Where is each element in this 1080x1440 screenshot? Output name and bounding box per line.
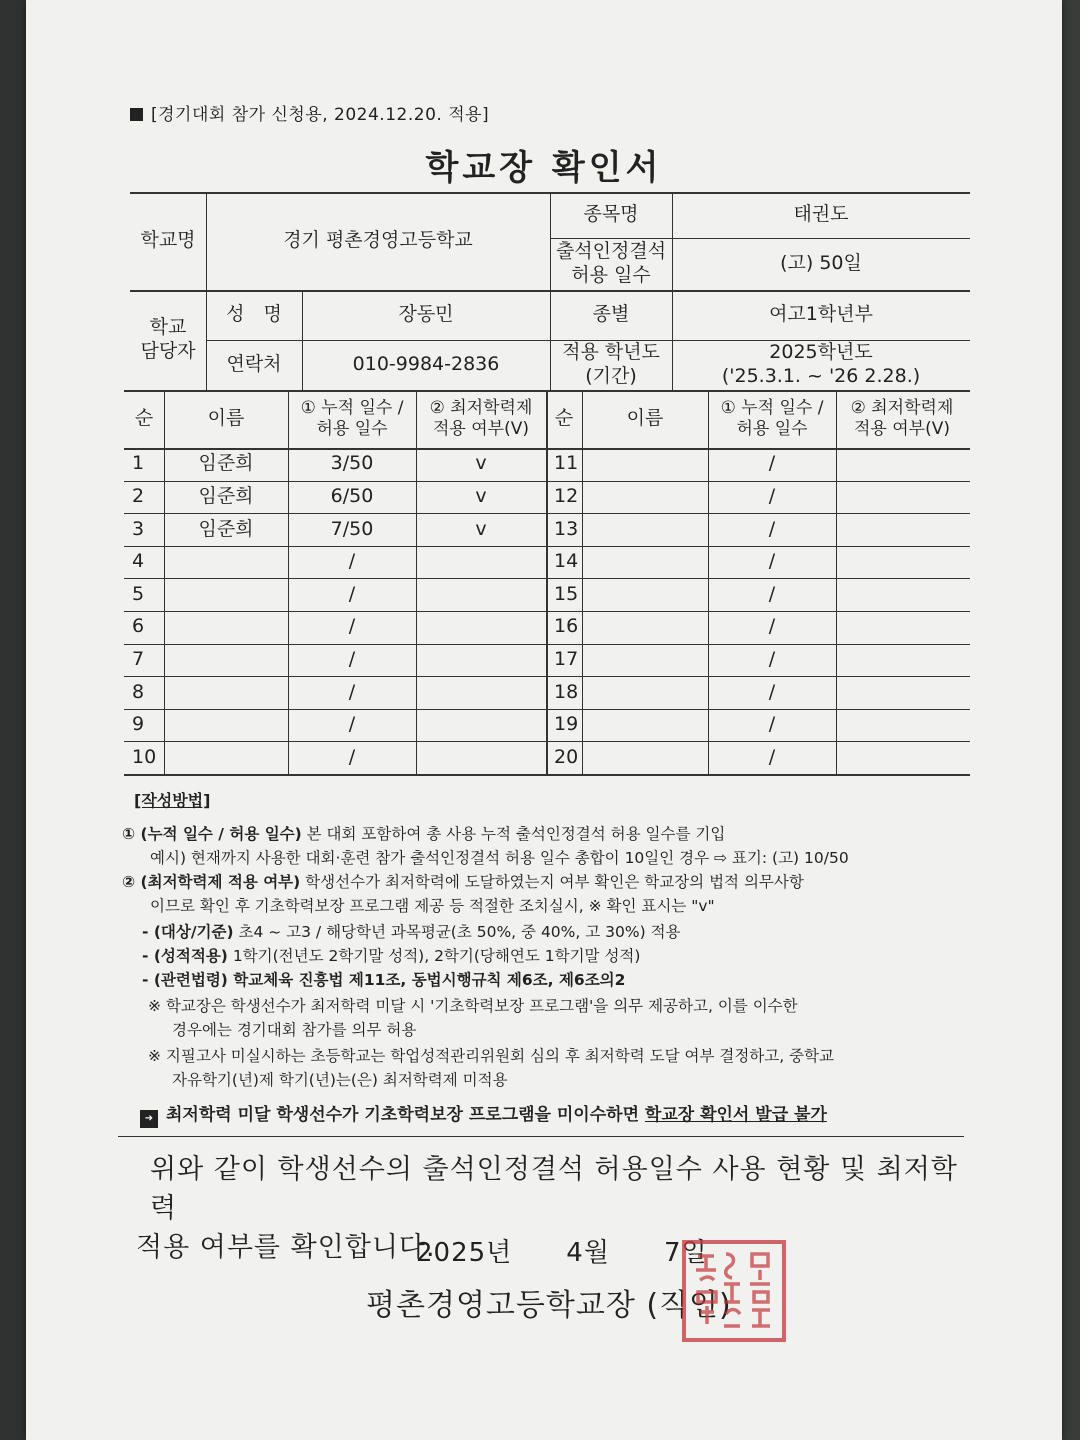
absence-days: /: [768, 648, 776, 671]
absence-days: 7/50: [330, 517, 374, 540]
right-header-no: 순: [554, 407, 574, 430]
row-number: 2: [132, 485, 145, 508]
year-value: [672, 340, 970, 390]
square-bullet-icon: [130, 108, 143, 121]
absence-days: /: [768, 582, 776, 605]
min-achievement-check: [416, 546, 546, 579]
row-number: 10: [132, 745, 157, 768]
form-usage-text: [경기대회 참가 신청용, 2024.12.20. 적용]: [151, 105, 490, 125]
row-number: 6: [132, 615, 145, 638]
row-number: 19: [554, 713, 579, 736]
instruction-2-line2: 이므로 확인 후 기초학력보장 프로그램 제공 등 적절한 조치실시, ※ 확인 표시는 "v": [150, 897, 715, 915]
min-achievement-check: [836, 676, 968, 709]
issue-date: 2025년 4월 7일: [416, 1238, 708, 1268]
row-number: 14: [554, 550, 579, 573]
absence-days: /: [768, 615, 776, 638]
student-name: 임준희: [198, 485, 254, 508]
instruction-1-title: ① (누적 일수 / 허용 일수): [122, 825, 302, 843]
student-name: [164, 611, 288, 644]
note-1-line1: ※ 학교장은 학생선수가 최저학력 미달 시 '기초학력보장 프로그램'을 의무 제공하고, 이를 이수한: [148, 997, 798, 1015]
row-number: 18: [554, 680, 579, 703]
school-name-label: 학교명: [140, 229, 196, 252]
school-name-value: 경기 평촌경영고등학교: [283, 229, 473, 252]
absence-days: /: [768, 680, 776, 703]
student-name: [164, 676, 288, 709]
instruction-1-example: 예시) 현재까지 사용한 대회·훈련 참가 출석인정결석 허용 일수 총합이 10일인 경우 ⇨ 표기: (고) 10/50: [150, 849, 849, 867]
min-achievement-check: [416, 644, 546, 677]
year-value-line1: 2025학년도: [769, 341, 873, 364]
min-achievement-check: [416, 709, 546, 742]
absence-days: /: [768, 745, 776, 768]
min-achievement-check: [836, 611, 968, 644]
row-number: 17: [554, 648, 579, 671]
arrow-box-icon: ➜: [140, 1110, 158, 1128]
row-number: 9: [132, 713, 145, 736]
student-name: [582, 741, 708, 774]
absence-days: /: [768, 550, 776, 573]
absence-days: 3/50: [330, 452, 374, 475]
left-header-days-line2: 허용 일수: [316, 419, 388, 439]
detail-grades-text: 1학기(전년도 2학기말 성적), 2학기(당해연도 1학기말 성적): [227, 947, 641, 965]
row-number: 13: [554, 517, 579, 540]
detail-target: [142, 920, 992, 944]
left-header-min-line2: 적용 여부(V): [433, 419, 529, 439]
confirmation-line1: 위와 같이 학생선수의 출석인정결석 허용일수 사용 현황 및 최저학력: [150, 1154, 958, 1225]
absence-days: /: [348, 745, 356, 768]
category-value: 여고1학년부: [769, 303, 873, 326]
absence-days: 6/50: [330, 485, 374, 508]
student-name: [582, 448, 708, 481]
min-achievement-check: [836, 709, 968, 742]
student-name: [582, 676, 708, 709]
min-achievement-check: [416, 676, 546, 709]
right-header-min-line1: ② 최저학력제: [850, 397, 954, 418]
absence-days-label: [550, 238, 672, 290]
min-achievement-check: [836, 513, 968, 546]
student-name: [164, 546, 288, 579]
absence-days: /: [768, 452, 776, 475]
category-label: 종별: [592, 303, 630, 326]
warning-emphasis: 학교장 확인서 발급 불가: [644, 1105, 827, 1125]
absence-days-label-line2: 허용 일수: [571, 264, 651, 286]
min-achievement-check: [416, 578, 546, 611]
instruction-1-text: 본 대회 포함하여 총 사용 누적 출석인정결석 허용 일수를 기입: [301, 825, 726, 843]
left-header-days-line1: ① 누적 일수 /: [300, 397, 404, 418]
manager-label-line1: 학교: [149, 316, 187, 339]
right-header-days-line2: 허용 일수: [736, 419, 808, 439]
note-2-line1: ※ 지필고사 미실시하는 초등학교는 학업성적관리위원회 심의 후 최저학력 도달 여부 결정하고, 중학교: [148, 1047, 835, 1065]
left-header-days: [288, 390, 416, 448]
min-achievement-check: v: [475, 517, 487, 540]
min-achievement-check: [836, 741, 968, 774]
right-header-days: [708, 390, 836, 448]
student-name: [164, 709, 288, 742]
absence-days: /: [348, 648, 356, 671]
instruction-1: [122, 822, 972, 846]
student-name: 임준희: [198, 517, 254, 540]
manager-label-line2: 담당자: [140, 340, 196, 362]
min-achievement-check: v: [475, 452, 487, 475]
row-number: 8: [132, 680, 145, 703]
warning-note: [140, 1100, 827, 1128]
instruction-2: [122, 870, 972, 894]
absence-days: /: [348, 713, 356, 736]
absence-days-value: (고) 50일: [780, 252, 862, 275]
absence-days: /: [348, 680, 356, 703]
sport-value: 태권도: [793, 203, 849, 226]
right-header-name: 이름: [626, 407, 664, 430]
detail-law: - (관련법령) 학교체육 진흥법 제11조, 동법시행규칙 제6조, 제6조의2: [142, 971, 626, 989]
row-number: 16: [554, 615, 579, 638]
row-number: 3: [132, 517, 145, 540]
warning-text: 최저학력 미달 학생선수가 기초학력보장 프로그램을 미이수하면: [166, 1105, 645, 1125]
min-achievement-check: [836, 448, 968, 481]
manager-name-value: 장동민: [398, 303, 454, 326]
row-number: 4: [132, 550, 145, 573]
right-header-min-line2: 적용 여부(V): [854, 419, 950, 439]
min-achievement-check: [836, 578, 968, 611]
row-number: 12: [554, 485, 579, 508]
absence-days: /: [768, 713, 776, 736]
instruction-2-text: 학생선수가 최저학력에 도달하였는지 여부 확인은 학교장의 법적 의무사항: [300, 873, 804, 891]
student-name: [582, 513, 708, 546]
absence-days: /: [768, 517, 776, 540]
year-label-line1: 적용 학년도: [562, 341, 660, 364]
left-header-name: 이름: [207, 407, 245, 430]
confirmation-line2: 적용 여부를 확인합니다.: [136, 1232, 436, 1264]
left-header-min: [416, 390, 546, 448]
absence-days: /: [348, 582, 356, 605]
student-name: [164, 578, 288, 611]
left-header-min-line1: ② 최저학력제: [429, 397, 533, 418]
sport-label: 종목명: [583, 203, 639, 226]
min-achievement-check: [416, 611, 546, 644]
right-header-days-line1: ① 누적 일수 /: [720, 397, 824, 418]
min-achievement-check: [836, 644, 968, 677]
official-seal-stamp: [678, 1236, 790, 1346]
note-1-line2: 경우에는 경기대회 참가를 의무 허용: [172, 1021, 417, 1039]
student-name: [582, 546, 708, 579]
min-achievement-check: [416, 741, 546, 774]
absence-days-label-line1: 출석인정결석: [555, 240, 667, 263]
instructions-heading-text: [작성방법]: [134, 791, 211, 810]
table-row-rule: [124, 774, 970, 776]
min-achievement-check: [836, 546, 968, 579]
year-label-line2: (기간): [585, 365, 637, 387]
row-number: 7: [132, 648, 145, 671]
min-achievement-check: [836, 481, 968, 514]
detail-target-title: - (대상/기준): [142, 923, 234, 941]
detail-target-text: 초4 ~ 고3 / 해당학년 과목평균(초 50%, 중 40%, 고 30%) 적용: [233, 923, 681, 941]
year-value-line2: ('25.3.1. ~ '26 2.28.): [721, 365, 921, 387]
absence-days: /: [348, 615, 356, 638]
note-2-line2: 자유학기(년)제 학기(년)는(은) 최저학력제 미적용: [172, 1071, 508, 1089]
principal-signature-line: 평촌경영고등학교장 (직인): [366, 1288, 732, 1323]
min-achievement-check: v: [475, 485, 487, 508]
student-name: [582, 644, 708, 677]
student-name: [164, 644, 288, 677]
row-number: 15: [554, 582, 579, 605]
student-name: [582, 611, 708, 644]
row-number: 1: [132, 452, 145, 475]
name-label: 성 명: [226, 303, 282, 326]
student-name: [582, 578, 708, 611]
contact-value: 010-9984-2836: [352, 353, 500, 376]
student-name: 임준희: [198, 452, 254, 475]
contact-label: 연락처: [226, 353, 282, 376]
left-header-no: 순: [134, 407, 154, 430]
student-name: [582, 709, 708, 742]
row-number: 5: [132, 582, 145, 605]
instructions-heading: [134, 788, 210, 811]
student-name: [582, 481, 708, 514]
document-title: 학교장 확인서: [425, 148, 663, 188]
student-name: [164, 741, 288, 774]
detail-grades-title: - (성적적용): [142, 947, 228, 965]
row-number: 11: [554, 452, 579, 475]
detail-grades: [142, 944, 992, 968]
absence-days: /: [768, 485, 776, 508]
manager-label: [130, 290, 206, 390]
document-page: [26, 0, 1062, 1440]
row-number: 20: [554, 745, 579, 768]
absence-days: /: [348, 550, 356, 573]
instruction-2-title: ② (최저학력제 적용 여부): [122, 873, 301, 891]
right-header-min: [836, 390, 968, 448]
form-usage-tag: [130, 100, 489, 125]
year-label: [550, 340, 672, 390]
